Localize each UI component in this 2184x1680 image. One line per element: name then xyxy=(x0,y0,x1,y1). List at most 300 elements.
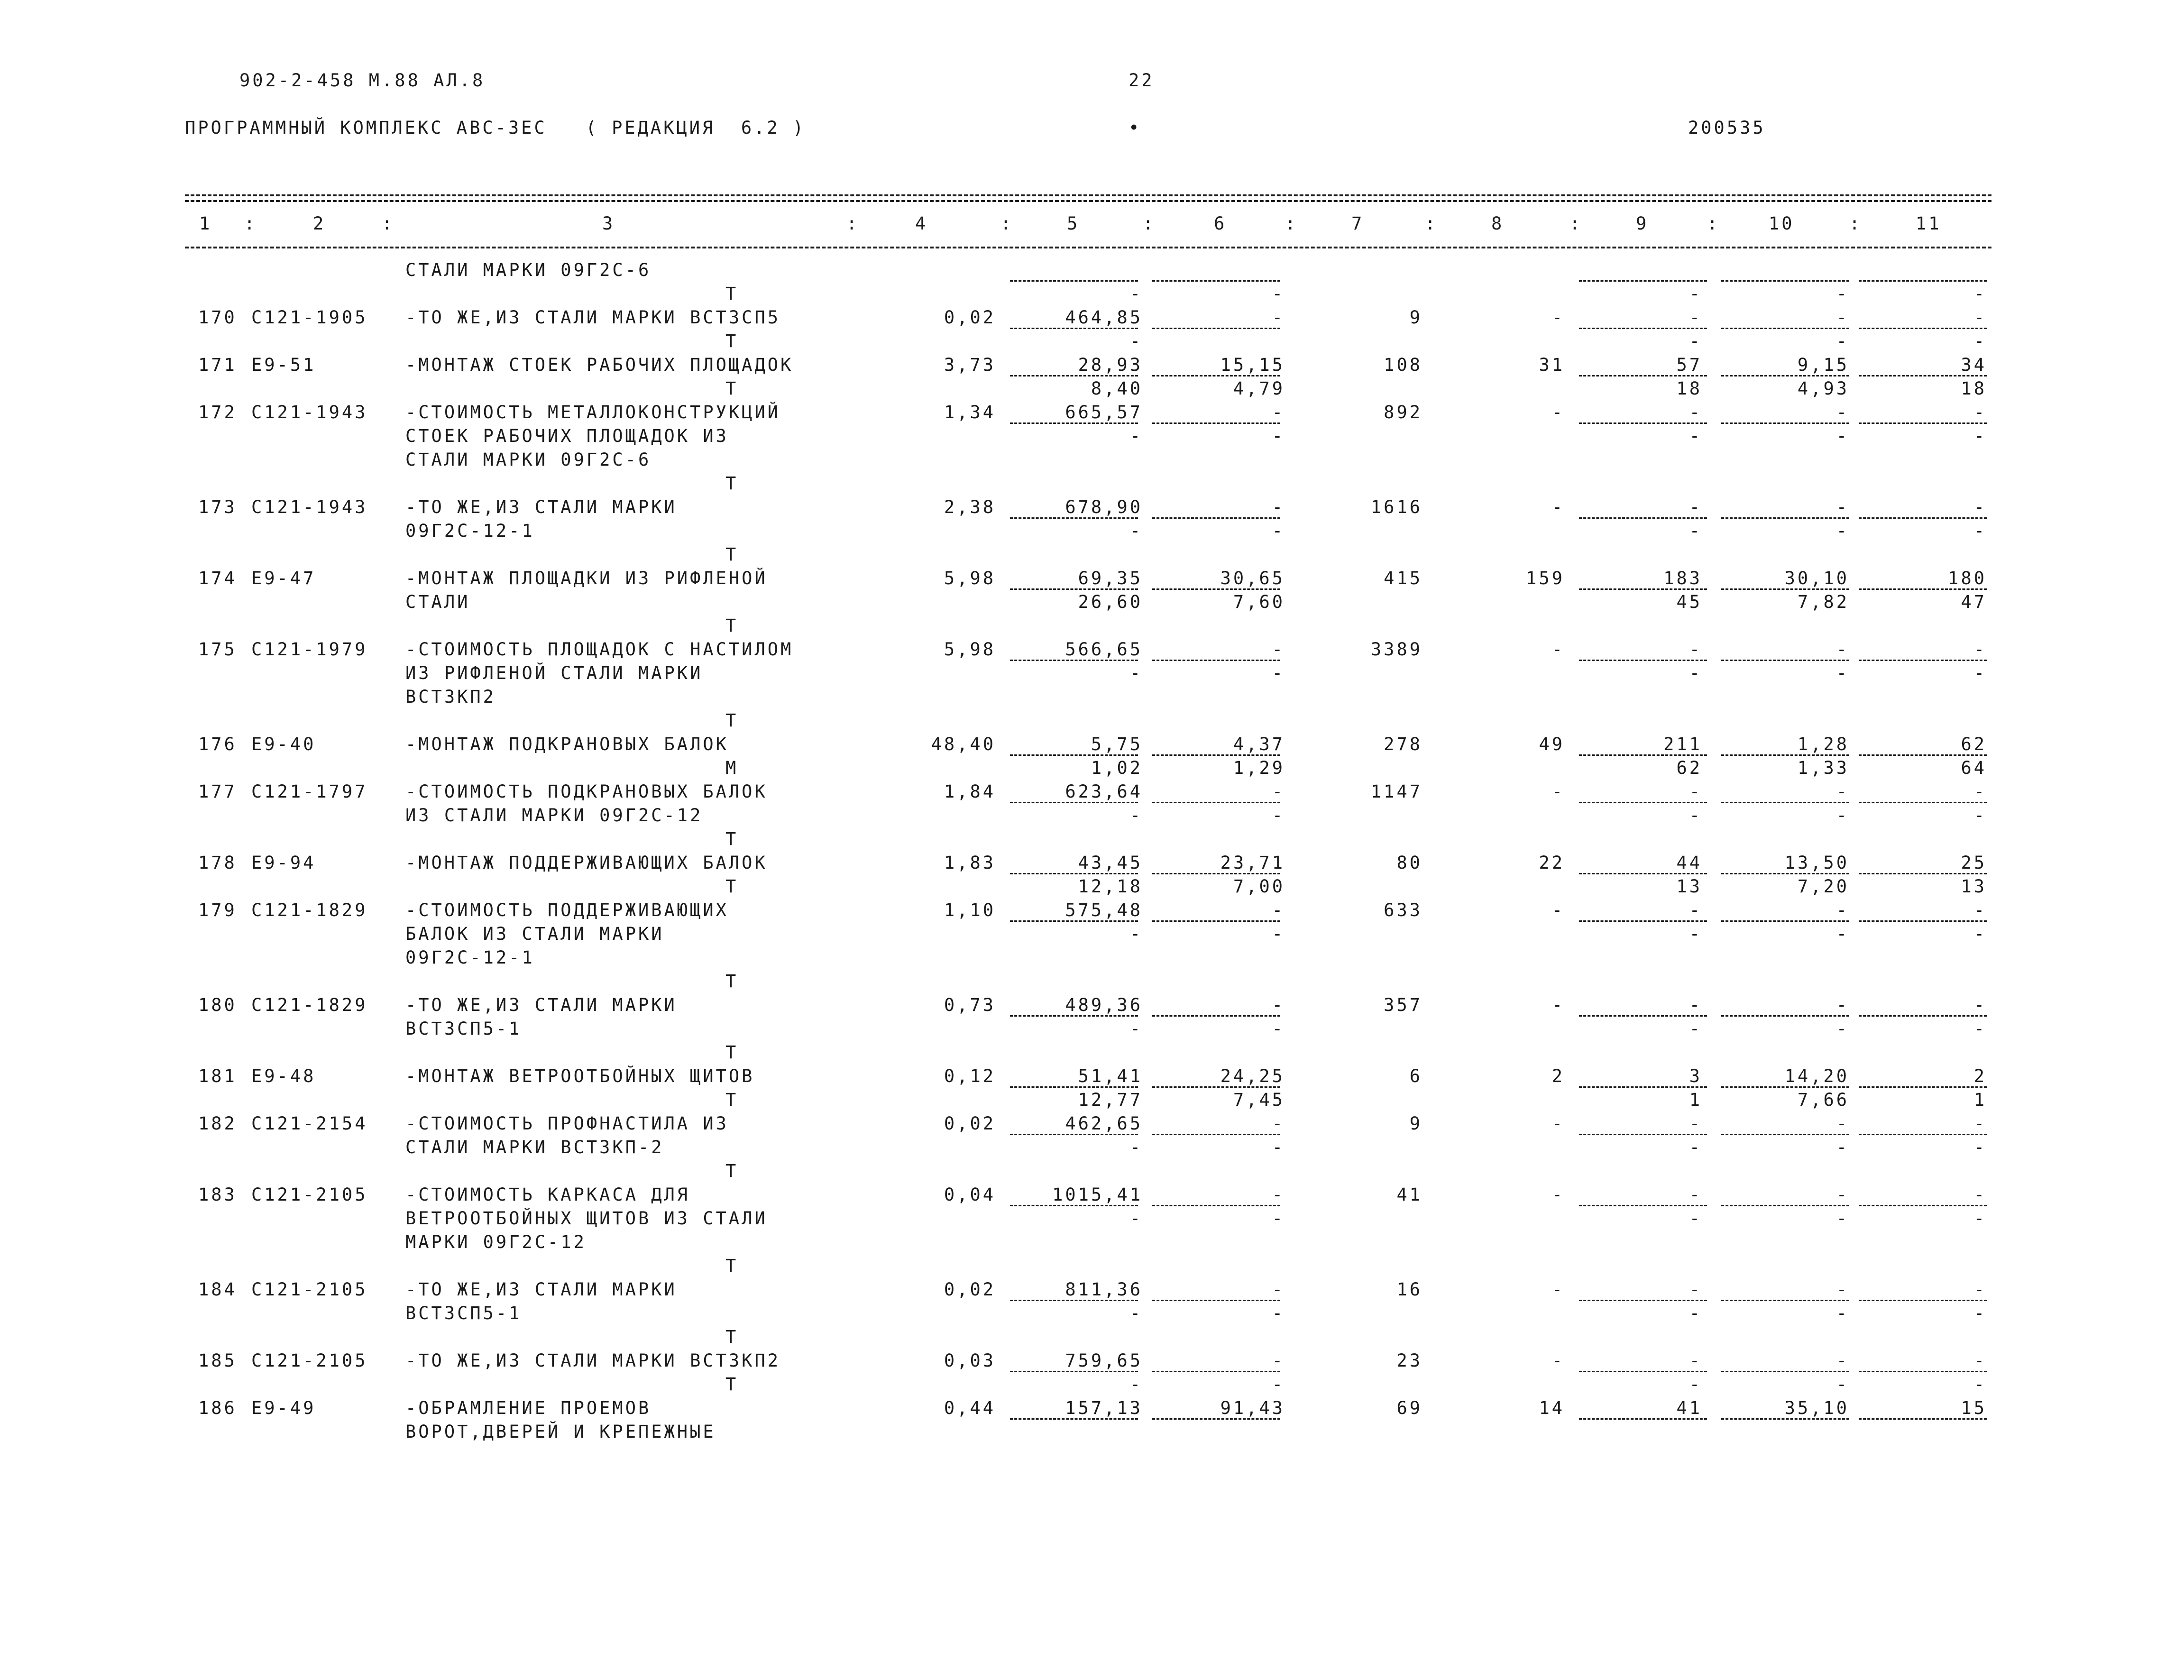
value-col-10: - xyxy=(1836,1184,1849,1205)
row-number: 174 xyxy=(198,568,237,588)
value-col-9: - xyxy=(1689,1113,1702,1134)
row-number: 176 xyxy=(198,734,237,754)
sub-value-col-10: - xyxy=(1836,1137,1849,1157)
value-col-9: - xyxy=(1689,1350,1702,1371)
col-header-3: 3 xyxy=(602,213,615,234)
value-col-4: 1,83 xyxy=(944,853,996,873)
sub-value-col-10: - xyxy=(1836,1208,1849,1229)
sub-value-col-11: - xyxy=(1973,1374,1987,1395)
col-separator: : xyxy=(1000,213,1014,234)
work-description: СТОЕК РАБОЧИХ ПЛОЩАДОК ИЗ xyxy=(405,426,729,446)
col-header-11: 11 xyxy=(1916,213,1942,234)
value-col-7: 41 xyxy=(1396,1184,1422,1205)
value-col-7: 80 xyxy=(1396,853,1422,873)
dashed-divider xyxy=(1152,754,1280,756)
work-description: -СТОИМОСТЬ ПОДДЕРЖИВАЮЩИХ xyxy=(405,900,729,920)
sub-value-col-9: - xyxy=(1689,1374,1702,1395)
value-col-9: - xyxy=(1689,1184,1702,1205)
col-separator: : xyxy=(1143,213,1156,234)
dashed-divider xyxy=(1859,873,1987,874)
value-col-4: 1,10 xyxy=(944,900,996,920)
row-number: 173 xyxy=(198,497,237,517)
value-col-6: - xyxy=(1272,497,1285,517)
row-number: 179 xyxy=(198,900,237,920)
value-col-11: 25 xyxy=(1961,853,1987,873)
value-col-7: 69 xyxy=(1396,1398,1422,1418)
col-separator: : xyxy=(1569,213,1583,234)
value-col-11: - xyxy=(1973,781,1987,802)
value-col-9: - xyxy=(1689,497,1702,517)
value-col-9: 183 xyxy=(1663,568,1702,588)
unit-of-measure: Т xyxy=(725,378,739,399)
unit-of-measure: Т xyxy=(725,1161,739,1181)
dashed-divider xyxy=(1859,1086,1987,1088)
value-col-10: 13,50 xyxy=(1784,853,1849,873)
sub-value-col-6: 7,60 xyxy=(1233,592,1285,612)
unit-of-measure: Т xyxy=(725,284,739,304)
value-col-4: 0,02 xyxy=(944,307,996,328)
dashed-divider xyxy=(1152,1371,1280,1372)
value-col-5: 623,64 xyxy=(1065,781,1143,802)
row-number: 175 xyxy=(198,639,237,660)
value-col-10: 35,10 xyxy=(1784,1398,1849,1418)
col-separator: : xyxy=(382,213,395,234)
value-col-6: - xyxy=(1272,1279,1285,1300)
work-description: ВЕТРООТБОЙНЫХ ЩИТОВ ИЗ СТАЛИ xyxy=(405,1208,768,1229)
col-separator: : xyxy=(1285,213,1298,234)
norm-code: С121-1943 xyxy=(251,402,368,422)
dashed-divider xyxy=(1010,1300,1138,1301)
work-description: 09Г2С-12-1 xyxy=(405,521,535,541)
sub-value-col-11: - xyxy=(1973,1208,1987,1229)
dashed-divider xyxy=(1579,588,1707,590)
document-code: 902-2-458 М.88 АЛ.8 xyxy=(239,70,486,91)
dashed-divider xyxy=(1859,1300,1987,1301)
sub-value-col-9: 18 xyxy=(1676,378,1702,399)
sub-value-col-10: 4,93 xyxy=(1797,378,1849,399)
norm-code: Е9-40 xyxy=(251,734,316,754)
dashed-divider xyxy=(1010,328,1138,329)
sub-value-col-10: 7,66 xyxy=(1797,1090,1849,1110)
value-col-7: 6 xyxy=(1409,1066,1422,1086)
value-col-5: 566,65 xyxy=(1065,639,1143,660)
dashed-divider xyxy=(1152,517,1280,519)
dashed-divider xyxy=(1152,375,1280,376)
dashed-divider xyxy=(1010,920,1138,922)
value-col-4: 0,03 xyxy=(944,1350,996,1371)
value-col-7: 357 xyxy=(1384,995,1422,1015)
value-col-5: 28,93 xyxy=(1078,355,1143,375)
value-col-11: 62 xyxy=(1961,734,1987,754)
col-separator: : xyxy=(244,213,257,234)
sub-value-col-9: - xyxy=(1689,1303,1702,1323)
value-col-6: - xyxy=(1272,639,1285,660)
dashed-divider xyxy=(1152,660,1280,661)
dashed-divider xyxy=(1721,1205,1849,1206)
sub-value-col-6: - xyxy=(1272,426,1285,446)
sub-value-col-6: - xyxy=(1272,1208,1285,1229)
row-number: 186 xyxy=(198,1398,237,1418)
value-col-8: 2 xyxy=(1551,1066,1565,1086)
value-col-7: 3389 xyxy=(1370,639,1422,660)
sub-value-col-9: 1 xyxy=(1689,1090,1702,1110)
unit-of-measure: Т xyxy=(725,1042,739,1063)
value-col-6: - xyxy=(1272,402,1285,422)
dashed-divider xyxy=(1010,754,1138,756)
value-col-8: - xyxy=(1551,1184,1565,1205)
value-col-7: 9 xyxy=(1409,1113,1422,1134)
value-col-7: 9 xyxy=(1409,307,1422,328)
norm-code: Е9-48 xyxy=(251,1066,316,1086)
col-header-4: 4 xyxy=(915,213,928,234)
norm-code: С121-1979 xyxy=(251,639,368,660)
sub-value-col-9: - xyxy=(1689,331,1702,351)
sub-value-col-6: - xyxy=(1272,663,1285,683)
norm-code: С121-2154 xyxy=(251,1113,368,1134)
sub-value-col-6: - xyxy=(1272,924,1285,944)
value-col-9: 41 xyxy=(1676,1398,1702,1418)
dashed-divider xyxy=(1721,588,1849,590)
sub-value-col-5: 12,77 xyxy=(1078,1090,1143,1110)
value-col-6: 4,37 xyxy=(1233,734,1285,754)
value-col-5: 5,75 xyxy=(1091,734,1143,754)
value-col-8: - xyxy=(1551,1113,1565,1134)
sub-value-col-10: - xyxy=(1836,663,1849,683)
sub-value-col-5: 1,02 xyxy=(1091,758,1143,778)
work-description: -МОНТАЖ ПОДДЕРЖИВАЮЩИХ БАЛОК xyxy=(405,853,768,873)
work-description: -ТО ЖЕ,ИЗ СТАЛИ МАРКИ ВСТ3СП5 xyxy=(405,307,781,328)
sub-value-col-11: - xyxy=(1973,924,1987,944)
unit-of-measure: Т xyxy=(725,1327,739,1347)
col-separator: : xyxy=(1707,213,1720,234)
value-col-10: 14,20 xyxy=(1784,1066,1849,1086)
work-description: -ТО ЖЕ,ИЗ СТАЛИ МАРКИ xyxy=(405,995,677,1015)
value-col-4: 5,98 xyxy=(944,568,996,588)
sub-value-col-10: 1,33 xyxy=(1797,758,1849,778)
dashed-divider xyxy=(1579,1086,1707,1088)
sub-value-col-10: - xyxy=(1836,805,1849,826)
dashed-divider xyxy=(1721,920,1849,922)
sub-value-col-5: - xyxy=(1129,1137,1143,1157)
value-col-7: 278 xyxy=(1384,734,1422,754)
value-col-6: - xyxy=(1272,1184,1285,1205)
sub-value-col-5: - xyxy=(1129,426,1143,446)
value-col-4: 2,38 xyxy=(944,497,996,517)
sub-value-col-6: - xyxy=(1272,1019,1285,1039)
value-col-8: - xyxy=(1551,497,1565,517)
sub-value-col-6: - xyxy=(1272,521,1285,541)
norm-code: С121-2105 xyxy=(251,1350,368,1371)
dashed-divider xyxy=(1721,754,1849,756)
dashed-divider xyxy=(1152,802,1280,803)
sub-value-col-5: - xyxy=(1129,924,1143,944)
sub-value-col-9: 62 xyxy=(1676,758,1702,778)
sub-value-col-6: 7,00 xyxy=(1233,876,1285,897)
norm-code: Е9-49 xyxy=(251,1398,316,1418)
value-col-8: 31 xyxy=(1539,355,1565,375)
value-col-8: - xyxy=(1551,995,1565,1015)
work-description: МАРКИ 09Г2С-12 xyxy=(405,1232,587,1252)
unit-of-measure: Т xyxy=(725,710,739,731)
value-col-11: - xyxy=(1973,1279,1987,1300)
value-col-5: 678,90 xyxy=(1065,497,1143,517)
value-col-8: 49 xyxy=(1539,734,1565,754)
work-description: -МОНТАЖ СТОЕК РАБОЧИХ ПЛОЩАДОК xyxy=(405,355,794,375)
col-header-2: 2 xyxy=(313,213,326,234)
dashed-divider xyxy=(1721,1134,1849,1135)
value-col-8: - xyxy=(1551,639,1565,660)
value-col-10: - xyxy=(1836,781,1849,802)
dashed-divider xyxy=(1721,422,1849,424)
value-col-11: - xyxy=(1973,1350,1987,1371)
value-col-8: - xyxy=(1551,900,1565,920)
dashed-divider xyxy=(1579,1205,1707,1206)
col-header-8: 8 xyxy=(1491,213,1505,234)
dashed-divider xyxy=(1721,660,1849,661)
sub-value-col-11: 1 xyxy=(1973,1090,1987,1110)
col-header-1: 1 xyxy=(199,213,212,234)
unit-of-measure: Т xyxy=(725,331,739,351)
dashed-divider xyxy=(1721,1086,1849,1088)
sub-value-col-5: - xyxy=(1129,1208,1143,1229)
row-number: 172 xyxy=(198,402,237,422)
value-col-6: - xyxy=(1272,1113,1285,1134)
row-number: 184 xyxy=(198,1279,237,1300)
value-col-9: - xyxy=(1689,1279,1702,1300)
dashed-divider xyxy=(1859,1418,1987,1420)
sub-value-col-5: 12,18 xyxy=(1078,876,1143,897)
value-col-10: - xyxy=(1836,900,1849,920)
norm-code: С121-2105 xyxy=(251,1279,368,1300)
value-col-4: 1,34 xyxy=(944,402,996,422)
dashed-divider xyxy=(1579,754,1707,756)
value-col-6: - xyxy=(1272,781,1285,802)
work-description: ИЗ СТАЛИ МАРКИ 09Г2С-12 xyxy=(405,805,703,826)
dashed-divider xyxy=(1010,802,1138,803)
value-col-5: 575,48 xyxy=(1065,900,1143,920)
sub-value-col-5: - xyxy=(1129,521,1143,541)
sub-value-col-9: - xyxy=(1689,426,1702,446)
value-col-11: - xyxy=(1973,900,1987,920)
value-col-7: 23 xyxy=(1396,1350,1422,1371)
work-description: СТАЛИ МАРКИ 09Г2С-6 xyxy=(405,260,652,280)
sub-value-col-9: - xyxy=(1689,284,1702,304)
value-col-6: 15,15 xyxy=(1220,355,1285,375)
work-description: БАЛОК ИЗ СТАЛИ МАРКИ xyxy=(405,924,664,944)
value-col-11: - xyxy=(1973,1113,1987,1134)
norm-code: С121-1797 xyxy=(251,781,368,802)
dashed-divider xyxy=(1010,517,1138,519)
value-col-10: 9,15 xyxy=(1797,355,1849,375)
dashed-divider xyxy=(1859,375,1987,376)
value-col-10: - xyxy=(1836,497,1849,517)
work-description: -СТОИМОСТЬ МЕТАЛЛОКОНСТРУКЦИЙ xyxy=(405,402,781,422)
dashed-divider xyxy=(1579,920,1707,922)
col-header-7: 7 xyxy=(1351,213,1365,234)
value-col-6: 30,65 xyxy=(1220,568,1285,588)
dashed-divider xyxy=(1579,328,1707,329)
value-col-9: - xyxy=(1689,639,1702,660)
dashed-divider xyxy=(1579,422,1707,424)
value-col-11: - xyxy=(1973,307,1987,328)
work-description: ВСТ3КП2 xyxy=(405,687,496,707)
row-number: 185 xyxy=(198,1350,237,1371)
work-description: ВСТ3СП5-1 xyxy=(405,1019,522,1039)
value-col-5: 759,65 xyxy=(1065,1350,1143,1371)
value-col-5: 462,65 xyxy=(1065,1113,1143,1134)
work-description: -ТО ЖЕ,ИЗ СТАЛИ МАРКИ xyxy=(405,1279,677,1300)
value-col-10: - xyxy=(1836,1350,1849,1371)
row-number: 180 xyxy=(198,995,237,1015)
unit-of-measure: Т xyxy=(725,829,739,849)
dashed-divider xyxy=(1859,920,1987,922)
dashed-divider xyxy=(1010,1371,1138,1372)
row-number: 181 xyxy=(198,1066,237,1086)
work-description: ВОРОТ,ДВЕРЕЙ И КРЕПЕЖНЫЕ xyxy=(405,1422,716,1442)
sub-value-col-6: - xyxy=(1272,1303,1285,1323)
unit-of-measure: Т xyxy=(725,1374,739,1395)
sub-value-col-11: - xyxy=(1973,1019,1987,1039)
unit-of-measure: М xyxy=(725,758,739,778)
work-description: -МОНТАЖ ВЕТРООТБОЙНЫХ ЩИТОВ xyxy=(405,1066,755,1086)
sub-value-col-9: 45 xyxy=(1676,592,1702,612)
work-description: -МОНТАЖ ПЛОЩАДКИ ИЗ РИФЛЕНОЙ xyxy=(405,568,768,588)
sub-value-col-5: - xyxy=(1129,663,1143,683)
value-col-4: 0,02 xyxy=(944,1113,996,1134)
dashed-divider xyxy=(1721,1371,1849,1372)
value-col-11: 2 xyxy=(1973,1066,1987,1086)
work-description: СТАЛИ МАРКИ 09Г2С-6 xyxy=(405,450,652,470)
work-description: -СТОИМОСТЬ ПЛОЩАДОК С НАСТИЛОМ xyxy=(405,639,794,660)
value-col-8: - xyxy=(1551,1350,1565,1371)
dashed-divider xyxy=(1579,1134,1707,1135)
dashed-divider xyxy=(1010,422,1138,424)
sub-value-col-9: - xyxy=(1689,805,1702,826)
sub-value-col-11: - xyxy=(1973,663,1987,683)
dashed-divider xyxy=(1721,375,1849,376)
sub-value-col-5: - xyxy=(1129,805,1143,826)
value-col-9: - xyxy=(1689,995,1702,1015)
unit-of-measure: Т xyxy=(725,971,739,991)
value-col-8: 159 xyxy=(1526,568,1565,588)
dashed-divider xyxy=(1859,280,1987,282)
norm-code: С121-2105 xyxy=(251,1184,368,1205)
work-description: СТАЛИ xyxy=(405,592,470,612)
unit-of-measure: Т xyxy=(725,1090,739,1110)
value-col-9: 57 xyxy=(1676,355,1702,375)
value-col-7: 892 xyxy=(1384,402,1422,422)
sub-value-col-9: - xyxy=(1689,1208,1702,1229)
sub-value-col-10: - xyxy=(1836,521,1849,541)
dashed-divider xyxy=(1152,920,1280,922)
value-col-4: 0,04 xyxy=(944,1184,996,1205)
dashed-divider xyxy=(1579,375,1707,376)
sub-value-col-11: 64 xyxy=(1961,758,1987,778)
value-col-5: 464,85 xyxy=(1065,307,1143,328)
value-col-7: 16 xyxy=(1396,1279,1422,1300)
value-col-5: 489,36 xyxy=(1065,995,1143,1015)
dashed-divider xyxy=(1152,1134,1280,1135)
value-col-8: - xyxy=(1551,402,1565,422)
value-col-8: - xyxy=(1551,307,1565,328)
dashed-divider xyxy=(1010,375,1138,376)
dashed-divider xyxy=(1579,280,1707,282)
value-col-6: - xyxy=(1272,307,1285,328)
sub-value-col-6: - xyxy=(1272,1374,1285,1395)
sub-value-col-9: - xyxy=(1689,1019,1702,1039)
dashed-divider xyxy=(1579,517,1707,519)
value-col-10: - xyxy=(1836,402,1849,422)
value-col-4: 5,98 xyxy=(944,639,996,660)
dashed-divider xyxy=(1152,280,1280,282)
dashed-divider xyxy=(1579,873,1707,874)
dashed-divider xyxy=(1010,660,1138,661)
sub-value-col-10: - xyxy=(1836,426,1849,446)
col-header-5: 5 xyxy=(1067,213,1080,234)
sub-value-col-11: - xyxy=(1973,426,1987,446)
norm-code: С121-1829 xyxy=(251,995,368,1015)
dashed-divider xyxy=(1010,1015,1138,1017)
value-col-9: - xyxy=(1689,781,1702,802)
value-col-11: 180 xyxy=(1948,568,1987,588)
value-col-4: 0,12 xyxy=(944,1066,996,1086)
sub-value-col-10: 7,82 xyxy=(1797,592,1849,612)
value-col-11: - xyxy=(1973,402,1987,422)
value-col-11: - xyxy=(1973,497,1987,517)
sub-value-col-6: 7,45 xyxy=(1233,1090,1285,1110)
sub-value-col-10: 7,20 xyxy=(1797,876,1849,897)
col-separator: : xyxy=(1425,213,1438,234)
value-col-5: 157,13 xyxy=(1065,1398,1143,1418)
sub-value-col-11: - xyxy=(1973,284,1987,304)
sub-value-col-9: - xyxy=(1689,1137,1702,1157)
row-number: 177 xyxy=(198,781,237,802)
value-col-5: 1015,41 xyxy=(1052,1184,1143,1205)
sub-value-col-5: 26,60 xyxy=(1078,592,1143,612)
dashed-divider xyxy=(1859,1205,1987,1206)
dashed-divider xyxy=(1010,1134,1138,1135)
dashed-divider xyxy=(1859,517,1987,519)
unit-of-measure: Т xyxy=(725,544,739,565)
dashed-divider xyxy=(1152,328,1280,329)
value-col-5: 51,41 xyxy=(1078,1066,1143,1086)
sub-value-col-10: - xyxy=(1836,331,1849,351)
sub-value-col-10: - xyxy=(1836,1019,1849,1039)
dashed-divider xyxy=(1010,873,1138,874)
value-col-4: 0,73 xyxy=(944,995,996,1015)
value-col-7: 1616 xyxy=(1370,497,1422,517)
dashed-divider xyxy=(1152,1205,1280,1206)
work-description: ИЗ РИФЛЕНОЙ СТАЛИ МАРКИ xyxy=(405,663,703,683)
dashed-divider xyxy=(1152,1300,1280,1301)
value-col-10: 30,10 xyxy=(1784,568,1849,588)
sub-value-col-5: - xyxy=(1129,331,1143,351)
norm-code: С121-1829 xyxy=(251,900,368,920)
value-col-8: - xyxy=(1551,1279,1565,1300)
dashed-divider xyxy=(1579,1015,1707,1017)
row-number: 182 xyxy=(198,1113,237,1134)
sub-value-col-11: - xyxy=(1973,521,1987,541)
value-col-6: - xyxy=(1272,900,1285,920)
work-description: -СТОИМОСТЬ ПОДКРАНОВЫХ БАЛОК xyxy=(405,781,768,802)
value-col-8: - xyxy=(1551,781,1565,802)
dashed-divider xyxy=(1859,1371,1987,1372)
dashed-divider xyxy=(1152,1015,1280,1017)
dashed-divider xyxy=(1721,1418,1849,1420)
value-col-4: 0,44 xyxy=(944,1398,996,1418)
dashed-divider xyxy=(1579,1418,1707,1420)
sub-value-col-6: - xyxy=(1272,1137,1285,1157)
